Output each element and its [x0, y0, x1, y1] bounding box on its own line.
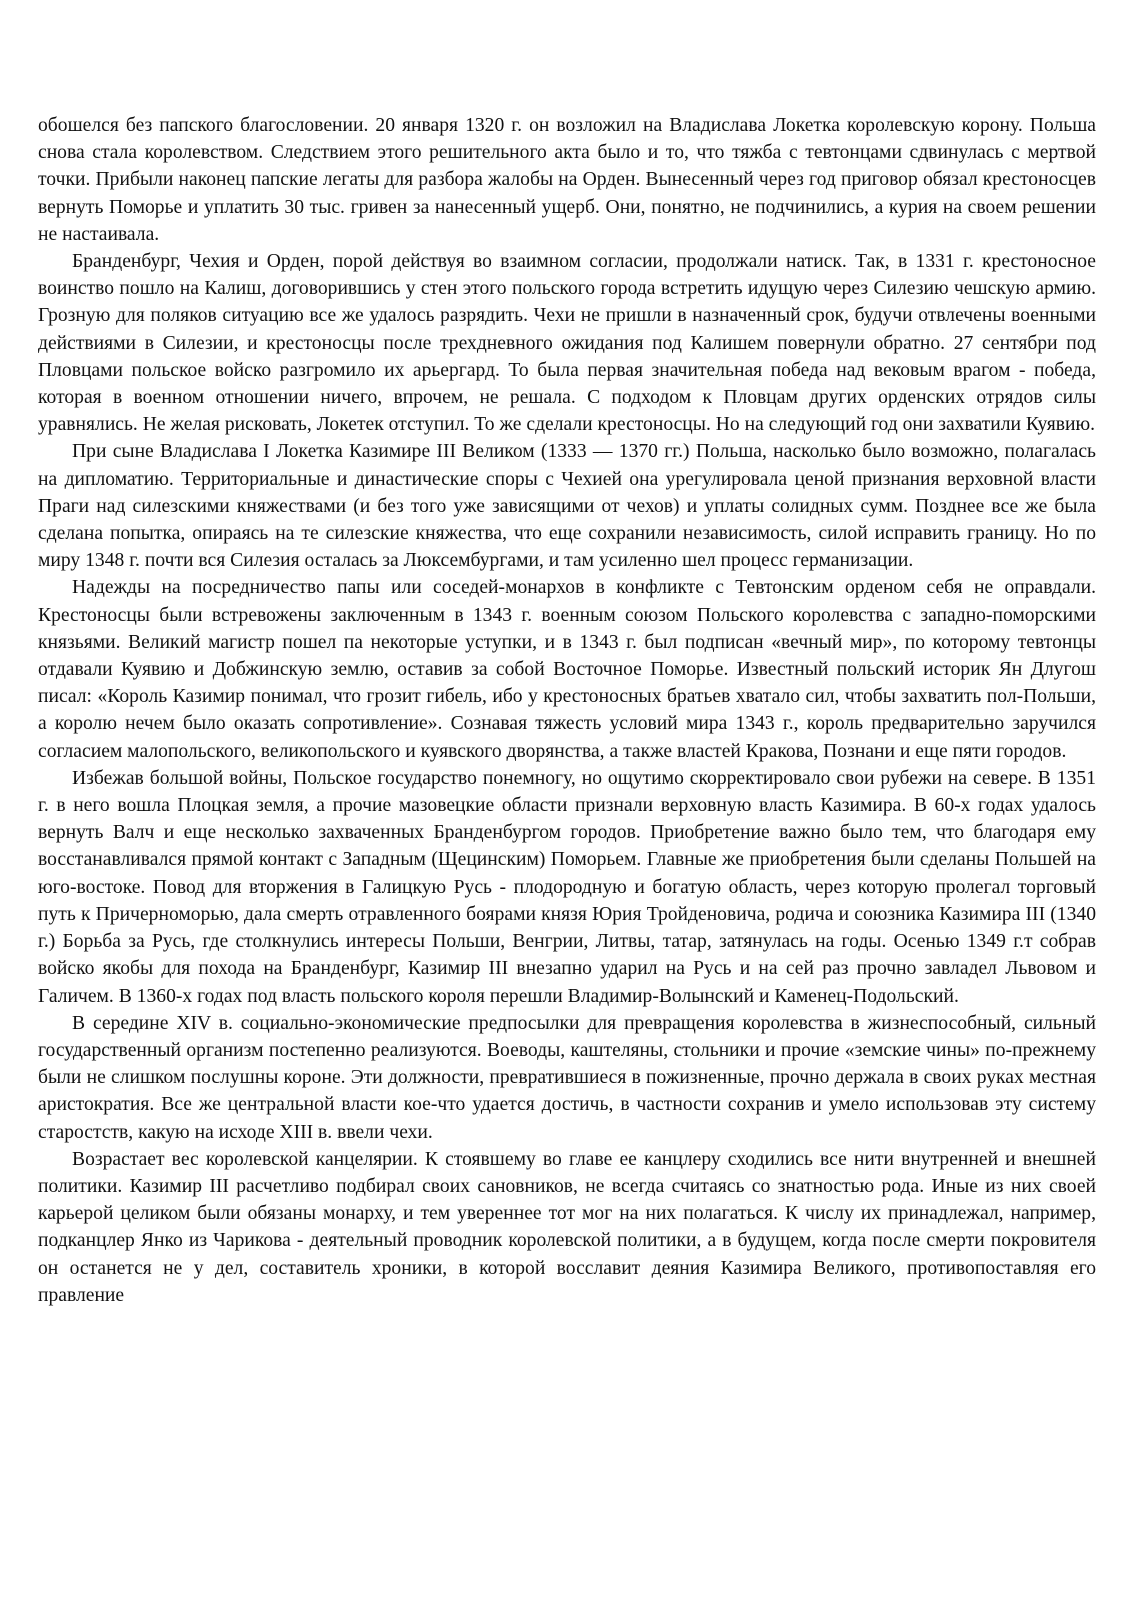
paragraph-4: Надежды на посредничество папы или соседей-монархов в конфликте с Тевтонским орденом себя не оправдали. Крестоносцы были встревожены заключенным в 1343 г. военным союзом Польского королевства с западно-поморскими князьями. Великий магистр пошел па некоторые уступки, и в 1343 г. был подписан «вечный мир», по которому тевтонцы отдавали Куявию и Добжинскую землю, оставив за собой Восточное Поморье. Известный польский историк Ян Длугош писал: «Король Казимир понимал, что грозит гибель, ибо у крестоносных братьев хватало сил, чтобы захватить пол-Польши, а королю нечем было оказать сопротивление». Сознавая тяжесть условий мира 1343 г., король предварительно заручился согласием малопольского, великопольского и куявского дворянства, а также властей Кракова, Познани и еще пяти городов. [38, 577, 1096, 762]
paragraph-2: Бранденбург, Чехия и Орден, порой действуя во взаимном согласии, продолжали натиск. Так, в 1331 г. крестоносное воинство пошло на Калиш, договорившись у стен этого польского города встретить идущую через Силезию чешскую армию. Грозную для поляков ситуацию все же удалось разрядить. Чехи не пришли в назначенный срок, будучи отвлечены военными действиями в Силезии, и крестоносцы после трехдневного ожидания под Калишем повернули обратно. 27 сентябри под Пловцами польское войско разгромило их арьергард. То была первая значительная победа над вековым врагом - победа, которая в военном отношении ничего, впрочем, не решала. С подходом к Пловцам других орденских отрядов силы уравнялись. Не желая рисковать, Локетек отступил. То же сделали крестоносцы. Но на следующий год они захватили Куявию. [38, 251, 1096, 436]
paragraph-3: При сыне Владислава I Локетка Казимире III Великом (1333 — 1370 гг.) Польша, насколько было возможно, полагалась на дипломатию. Территориальные и династические споры с Чехией она урегулировала ценой признания верховной власти Праги над силезскими княжествами (и без того уже зависящими от чехов) и уплаты солидных сумм. Позднее все же была сделана попытка, опираясь на те силезские княжества, что еще сохранили независимость, силой исправить границу. Но по миру 1348 г. почти вся Силезия осталась за Люксембургами, и там усиленно шел процесс германизации. [38, 441, 1096, 572]
document-page [38, 112, 1096, 1309]
paragraph-5: Избежав большой войны, Польское государство понемногу, но ощутимо скорректировало свои рубежи на севере. В 1351 г. в него вошла Плоцкая земля, а прочие мазовецкие области признали верховную власть Казимира. В 60-х годах удалось вернуть Валч и еще несколько захваченных Бранденбургом городов. Приобретение важно было тем, что благодаря ему восстанавливался прямой контакт с Западным (Щецинским) Поморьем. Главные же приобретения были сделаны Польшей на юго-востоке. Повод для вторжения в Галицкую Русь - плодородную и богатую область, через которую пролегал торговый путь к Причерноморью, дала смерть отравленного боярами князя Юрия Тройденовича, родича и союзника Казимира III (1340 г.) Борьба за Русь, где столкнулись интересы Польши, Венгрии, Литвы, татар, затянулась на годы. Осенью 1349 г.т собрав войско якобы для похода на Бранденбург, Казимир III внезапно ударил на Русь и на сей раз прочно завладел Львовом и Галичем. В 1360-х годах под власть польского короля перешли Владимир-Волынский и Каменец-Подольский. [38, 767, 1096, 1007]
paragraph-1: обошелся без папского благословении. 20 января 1320 г. он возложил на Владислава Локетка королевскую корону. Польша снова стала королевством. Следствием этого решительного акта было и то, что тяжба с тевтонцами сдвинулась с мертвой точки. Прибыли наконец папские легаты для разбора жалобы на Орден. Вынесенный через год приговор обязал крестоносцев вернуть Поморье и уплатить 30 тыс. гривен за нанесенный ущерб. Они, понятно, не подчинились, а курия на своем решении не настаивала. [38, 115, 1096, 245]
paragraph-6: В середине XIV в. социально-экономические предпосылки для превращения королевства в жизнеспособный, сильный государственный организм постепенно реализуются. Воеводы, каштеляны, стольники и прочие «земские чины» по-прежнему были не слишком послушны короне. Эти должности, превратившиеся в пожизненные, прочно держала в своих руках местная аристократия. Все же центральной власти кое-что удается достичь, в частности сохранив и умело использовав эту систему старостств, какую на исходе XIII в. ввели чехи. [38, 1012, 1096, 1143]
paragraph-7: Возрастает вес королевской канцелярии. К стоявшему во главе ее канцлеру сходились все нити внутренней и внешней политики. Казимир III расчетливо подбирал своих сановников, не всегда считаясь со знатностью рода. Иные из них своей карьерой целиком были обязаны монарху, и тем увереннее тот мог на них полагаться. К числу их принадлежал, например, подканцлер Янко из Чарикова - деятельный проводник королевской политики, а в будущем, когда после смерти покровителя он останется не у дел, составитель хроники, в которой восславит деяния Казимира Великого, противопоставляя его правление [38, 1148, 1096, 1306]
